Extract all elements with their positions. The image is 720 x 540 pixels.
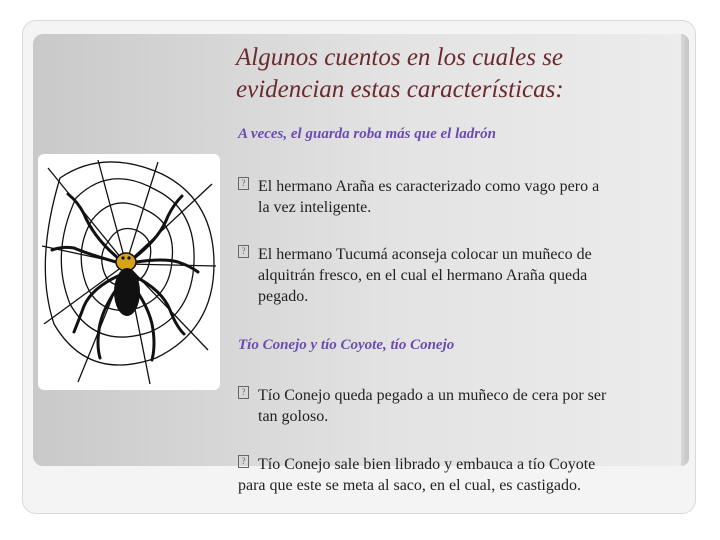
bullet-text-line: El hermano Araña es caracterizado como vago pero a (258, 178, 600, 195)
spider-web-illustration (38, 154, 220, 390)
title-line-1: Algunos cuentos en los cuales se (236, 44, 564, 71)
bullet-text-line: tan goloso. (258, 408, 329, 425)
missing-glyph-icon: ? (238, 245, 249, 258)
list-item (238, 176, 668, 218)
title-line-2: evidencian estas características: (236, 76, 564, 103)
bullet-text-line: pegado. (258, 288, 309, 305)
bullet-text-line: Tío Conejo sale bien librado y embauca a tío Coyote (258, 456, 596, 473)
list-item (238, 244, 668, 307)
section-heading-1: A veces, el guarda roba más que el ladrón (238, 126, 496, 142)
bullet-text-line: Tío Conejo queda pegado a un muñeco de cera por ser (258, 387, 607, 404)
bullet-text-line: alquitrán fresco, en el cual el hermano Araña queda (258, 267, 588, 284)
missing-glyph-icon: ? (238, 177, 249, 190)
section-heading-2: Tío Conejo y tío Coyote, tío Conejo (238, 337, 455, 353)
bullet-text-line: El hermano Tucumá aconseja colocar un muñeco de (258, 246, 592, 263)
bullet-text-line: para que este se meta al saco, en el cual, es castigado. (238, 477, 581, 494)
missing-glyph-icon: ? (238, 455, 249, 468)
spider-web-image (38, 154, 220, 390)
missing-glyph-icon: ? (238, 386, 249, 399)
slide-title (236, 42, 686, 106)
list-item (238, 385, 668, 427)
bullet-text-line: la vez inteligente. (258, 199, 372, 216)
list-item (238, 454, 668, 496)
